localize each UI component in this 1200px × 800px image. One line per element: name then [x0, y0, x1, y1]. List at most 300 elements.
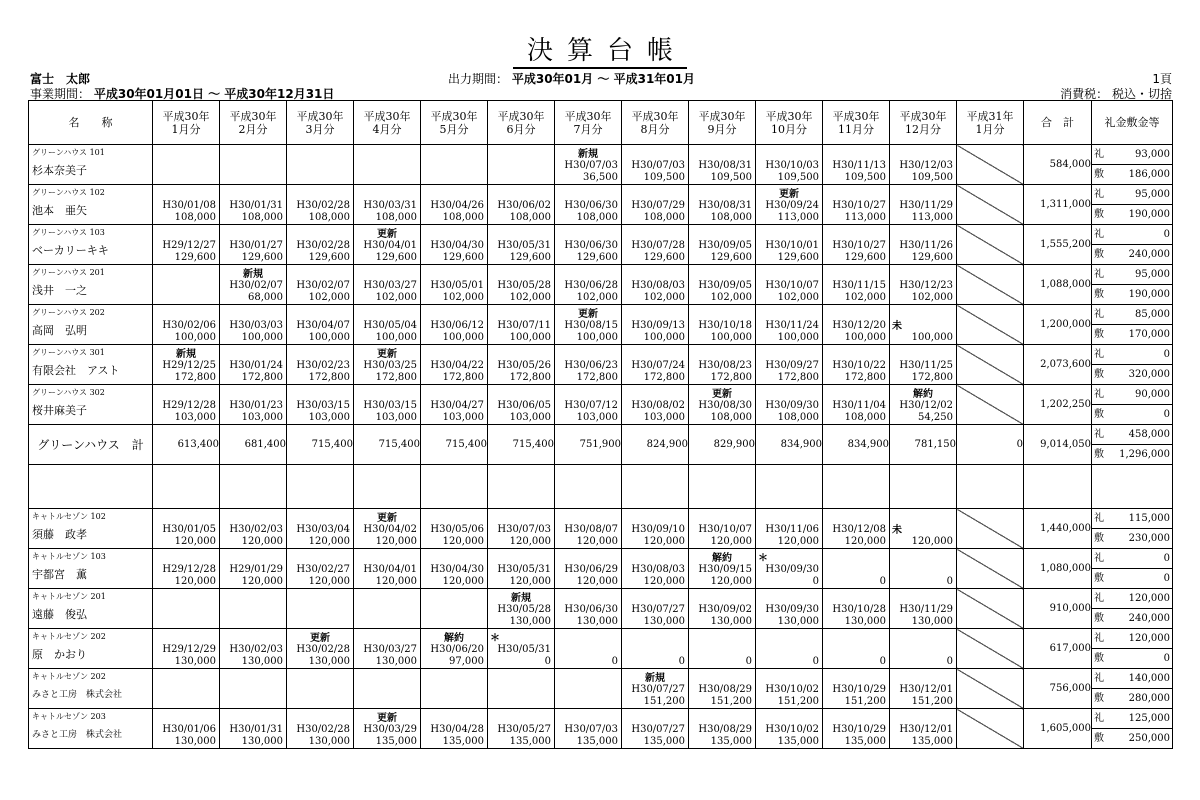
- payment-amount: 100,000: [710, 332, 752, 343]
- table-row: [29, 305, 1173, 345]
- payment-date: H30/10/29: [832, 724, 886, 735]
- payment-date: H30/02/03: [229, 644, 283, 655]
- property-name: グリーンハウス 201: [32, 268, 105, 277]
- payment-amount: 130,000: [308, 736, 350, 747]
- month-cell: [488, 385, 555, 425]
- key-money-value: 458,000: [1128, 429, 1170, 440]
- key-money-label: 礼: [1094, 513, 1104, 524]
- key-money-row: [1092, 425, 1172, 444]
- month-cell: [220, 509, 287, 549]
- security-deposit-label: 敷: [1094, 289, 1104, 300]
- month-cell: [220, 345, 287, 385]
- payment-date: H30/10/18: [698, 320, 752, 331]
- security-deposit-row: [1092, 528, 1172, 548]
- month-cell: [220, 145, 287, 185]
- payment-date: H30/08/29: [698, 684, 752, 695]
- month-cell: [555, 265, 622, 305]
- payment-date: H30/01/23: [229, 400, 283, 411]
- payment-date: H30/06/29: [564, 564, 618, 575]
- tenant-name: 高岡 弘明: [32, 324, 87, 337]
- column-header-year: 平成31年: [966, 109, 1014, 123]
- payment-date: H30/03/03: [229, 320, 283, 331]
- month-cell: [421, 185, 488, 225]
- month-cell: [756, 345, 823, 385]
- empty-slash-cell: [957, 629, 1024, 669]
- payment-amount: 130,000: [844, 616, 886, 627]
- payment-amount: 97,000: [449, 656, 484, 667]
- status-label: 未: [892, 525, 902, 536]
- month-cell: [354, 305, 421, 345]
- payment-amount: 129,600: [643, 252, 685, 263]
- column-header-month-label: 5月分: [439, 122, 469, 136]
- payment-date: H30/09/24: [765, 200, 819, 211]
- payment-date: H30/02/23: [296, 360, 350, 371]
- payment-date: H30/05/27: [497, 724, 551, 735]
- business-period-value: 平成30年01月01日 ～ 平成30年12月31日: [93, 87, 335, 101]
- payment-amount: 151,200: [643, 696, 685, 707]
- payment-amount: 129,600: [509, 252, 551, 263]
- payment-amount: 108,000: [710, 412, 752, 423]
- month-cell: [689, 265, 756, 305]
- payment-date: H30/08/31: [698, 200, 752, 211]
- subtotal-month-value: 834,900: [756, 425, 823, 465]
- empty-slash-cell: [957, 305, 1024, 345]
- payment-date: H30/11/29: [899, 604, 953, 615]
- payment-amount: 172,800: [576, 372, 618, 383]
- payment-amount: 135,000: [643, 736, 685, 747]
- column-header-month-label: 3月分: [305, 122, 335, 136]
- payment-date: H30/09/05: [698, 280, 752, 291]
- month-cell: [622, 305, 689, 345]
- payment-amount: 172,800: [375, 372, 417, 383]
- month-cell: [823, 265, 890, 305]
- payment-date: H30/04/26: [430, 200, 484, 211]
- payment-date: H30/06/28: [564, 280, 618, 291]
- month-cell: [153, 345, 220, 385]
- month-cell: [421, 265, 488, 305]
- subtotal-total: 9,014,050: [1024, 425, 1092, 465]
- payment-amount: 120,000: [710, 536, 752, 547]
- month-cell: [756, 185, 823, 225]
- payment-amount: 120,000: [308, 536, 350, 547]
- payment-amount: 172,800: [777, 372, 819, 383]
- status-label: 解約: [712, 553, 732, 564]
- payment-amount: 172,800: [911, 372, 953, 383]
- column-header-month-label: 8月分: [640, 122, 670, 136]
- month-cell: [153, 669, 220, 709]
- payment-amount: 100,000: [643, 332, 685, 343]
- payment-amount: 108,000: [844, 412, 886, 423]
- month-cell: [153, 549, 220, 589]
- month-cell: [622, 589, 689, 629]
- security-deposit-value: 320,000: [1128, 369, 1170, 380]
- property-tenant-cell: [29, 225, 153, 265]
- column-header-month-label: 12月分: [905, 122, 941, 136]
- payment-date: H30/05/31: [497, 644, 551, 655]
- tenant-name: 原 かおり: [32, 648, 87, 661]
- payment-amount: 103,000: [174, 412, 216, 423]
- empty-slash-cell: [957, 509, 1024, 549]
- month-cell: [421, 345, 488, 385]
- deposit-cell: [1092, 265, 1173, 305]
- month-cell: [354, 385, 421, 425]
- row-total: 910,000: [1024, 589, 1092, 629]
- payment-amount: 120,000: [844, 536, 886, 547]
- table-row: [29, 225, 1173, 265]
- payment-date: H30/10/02: [765, 724, 819, 735]
- payment-date: H30/09/02: [698, 604, 752, 615]
- empty-slash-cell: [957, 265, 1024, 305]
- payment-date: H30/10/01: [765, 240, 819, 251]
- payment-date: H30/02/06: [162, 320, 216, 331]
- payment-amount: 129,600: [576, 252, 618, 263]
- column-header-month: [957, 101, 1024, 145]
- column-header-month-label: 7月分: [573, 122, 603, 136]
- status-label: 更新: [779, 189, 799, 200]
- payment-date: H30/08/31: [698, 160, 752, 171]
- payment-amount: 103,000: [241, 412, 283, 423]
- payment-date: H30/11/06: [765, 524, 819, 535]
- column-header-month-label: 9月分: [707, 122, 737, 136]
- key-money-label: 礼: [1094, 633, 1104, 644]
- property-name: キャトルセゾン 202: [32, 632, 106, 641]
- empty-slash-cell: [957, 385, 1024, 425]
- payment-date: H30/09/30: [765, 564, 819, 575]
- empty-slash-cell: [957, 345, 1024, 385]
- column-header-year: 平成30年: [296, 109, 344, 123]
- month-cell: [287, 629, 354, 669]
- payment-date: H30/11/26: [899, 240, 953, 251]
- column-header-month: [488, 101, 555, 145]
- month-cell: [421, 589, 488, 629]
- payment-amount: 108,000: [308, 212, 350, 223]
- month-cell: [622, 345, 689, 385]
- tax-label: 消費税：: [1060, 87, 1109, 101]
- empty-cell: [287, 465, 354, 509]
- empty-slash-cell: [957, 225, 1024, 265]
- payment-amount: 0: [812, 656, 819, 667]
- security-deposit-label: 敷: [1094, 533, 1104, 544]
- month-cell: [622, 145, 689, 185]
- property-name: グリーンハウス 202: [32, 308, 105, 317]
- column-header-total-label: 合 計: [1041, 116, 1074, 129]
- payment-amount: 113,000: [777, 212, 819, 223]
- property-tenant-cell: [29, 509, 153, 549]
- security-deposit-label: 敷: [1094, 329, 1104, 340]
- row-total: 2,073,600: [1024, 345, 1092, 385]
- month-cell: [421, 509, 488, 549]
- month-cell: [823, 509, 890, 549]
- key-money-label: 礼: [1094, 149, 1104, 160]
- tax-value: 税込・切捨: [1111, 87, 1172, 101]
- column-header-month: [555, 101, 622, 145]
- payment-amount: 100,000: [174, 332, 216, 343]
- month-cell: [890, 145, 957, 185]
- month-cell: [555, 145, 622, 185]
- month-cell: [488, 509, 555, 549]
- column-header-month: [153, 101, 220, 145]
- payment-amount: 108,000: [576, 212, 618, 223]
- month-cell: [622, 385, 689, 425]
- month-cell: [689, 185, 756, 225]
- payment-amount: 120,000: [911, 536, 953, 547]
- column-header-year: 平成30年: [162, 109, 210, 123]
- deposit-cell: [1092, 185, 1173, 225]
- row-total: 756,000: [1024, 669, 1092, 709]
- payment-amount: 120,000: [174, 576, 216, 587]
- table-row: [29, 185, 1173, 225]
- month-cell: [823, 385, 890, 425]
- payment-amount: 130,000: [241, 656, 283, 667]
- property-tenant-cell: [29, 669, 153, 709]
- security-deposit-row: [1092, 648, 1172, 668]
- month-cell: [622, 225, 689, 265]
- month-cell: [354, 509, 421, 549]
- payment-date: H30/08/03: [631, 564, 685, 575]
- key-money-value: 0: [1163, 229, 1170, 240]
- month-cell: [421, 385, 488, 425]
- payment-amount: 135,000: [576, 736, 618, 747]
- payment-amount: 100,000: [844, 332, 886, 343]
- month-cell: [220, 185, 287, 225]
- security-deposit-value: 0: [1163, 573, 1170, 584]
- tenant-name: 池本 亜矢: [32, 204, 87, 217]
- tenant-name: 桜井麻美子: [32, 404, 87, 417]
- payment-amount: 172,800: [844, 372, 886, 383]
- month-cell: [823, 225, 890, 265]
- payment-date: H29/12/29: [162, 644, 216, 655]
- payment-date: H30/05/26: [497, 360, 551, 371]
- key-money-label: 礼: [1094, 713, 1104, 724]
- empty-cell: [622, 465, 689, 509]
- payment-amount: 130,000: [174, 656, 216, 667]
- key-money-row: [1092, 305, 1172, 324]
- deposit-cell: [1092, 589, 1173, 629]
- security-deposit-label: 敷: [1094, 369, 1104, 380]
- security-deposit-label: 敷: [1094, 209, 1104, 220]
- payment-date: H30/08/30: [698, 400, 752, 411]
- header-row: [29, 101, 1173, 145]
- payment-date: H30/06/30: [564, 604, 618, 615]
- column-header-deposit: [1092, 101, 1173, 145]
- key-money-row: [1092, 345, 1172, 364]
- payment-amount: 172,800: [308, 372, 350, 383]
- payment-date: H30/02/28: [296, 200, 350, 211]
- key-money-row: [1092, 709, 1172, 728]
- deposit-cell: [1092, 345, 1173, 385]
- payment-amount: 102,000: [509, 292, 551, 303]
- payment-amount: 109,500: [777, 172, 819, 183]
- payment-amount: 120,000: [375, 536, 417, 547]
- month-cell: [890, 385, 957, 425]
- column-header-month: [220, 101, 287, 145]
- empty-cell: [957, 465, 1024, 509]
- month-cell: [354, 629, 421, 669]
- month-cell: [890, 345, 957, 385]
- payment-amount: 135,000: [710, 736, 752, 747]
- subtotal-month-value: 715,400: [354, 425, 421, 465]
- column-header-month: [689, 101, 756, 145]
- table-row: [29, 549, 1173, 589]
- payment-amount: 102,000: [442, 292, 484, 303]
- month-cell: [287, 709, 354, 749]
- payment-date: H30/12/03: [899, 160, 953, 171]
- month-cell: [287, 305, 354, 345]
- column-header-name: 名 称: [29, 101, 153, 145]
- payment-amount: 108,000: [777, 412, 819, 423]
- key-money-row: [1092, 589, 1172, 608]
- payment-date: H30/03/15: [296, 400, 350, 411]
- month-cell: [756, 509, 823, 549]
- property-tenant-cell: [29, 709, 153, 749]
- payment-amount: 0: [678, 656, 685, 667]
- table-row: [29, 145, 1173, 185]
- payment-amount: 0: [946, 576, 953, 587]
- payment-amount: 151,200: [844, 696, 886, 707]
- column-header-month-label: 10月分: [771, 122, 807, 136]
- property-name: グリーンハウス 302: [32, 388, 105, 397]
- column-header-month-label: 2月分: [238, 122, 268, 136]
- payment-amount: 113,000: [844, 212, 886, 223]
- month-cell: [488, 669, 555, 709]
- tenant-name: ベーカリーキキ: [32, 244, 109, 257]
- payment-date: H30/04/01: [363, 564, 417, 575]
- payment-amount: 129,600: [241, 252, 283, 263]
- month-cell: [287, 145, 354, 185]
- month-cell: [756, 225, 823, 265]
- subtotal-row: [29, 425, 1173, 465]
- payment-date: H30/12/20: [832, 320, 886, 331]
- payment-amount: 120,000: [643, 536, 685, 547]
- payment-amount: 135,000: [844, 736, 886, 747]
- payment-amount: 130,000: [710, 616, 752, 627]
- payment-amount: 151,200: [777, 696, 819, 707]
- month-cell: [555, 709, 622, 749]
- month-cell: [153, 629, 220, 669]
- payment-amount: 102,000: [643, 292, 685, 303]
- payment-date: H30/04/07: [296, 320, 350, 331]
- key-money-label: 礼: [1094, 389, 1104, 400]
- ledger-table: [28, 100, 1173, 749]
- payment-amount: 120,000: [576, 536, 618, 547]
- payment-date: H30/05/01: [430, 280, 484, 291]
- payment-amount: 103,000: [375, 412, 417, 423]
- payment-amount: 120,000: [509, 536, 551, 547]
- payment-amount: 120,000: [442, 536, 484, 547]
- spacer-row: [29, 465, 1173, 509]
- key-money-label: 礼: [1094, 269, 1104, 280]
- row-total: 1,440,000: [1024, 509, 1092, 549]
- payment-amount: 172,800: [509, 372, 551, 383]
- key-money-label: 礼: [1094, 593, 1104, 604]
- payment-amount: 129,600: [710, 252, 752, 263]
- column-header-month: [421, 101, 488, 145]
- payment-amount: 120,000: [777, 536, 819, 547]
- column-header-year: 平成30年: [497, 109, 545, 123]
- payment-date: H30/08/02: [631, 400, 685, 411]
- security-deposit-label: 敷: [1094, 573, 1104, 584]
- payment-amount: 54,250: [918, 412, 953, 423]
- payment-date: H30/05/28: [497, 280, 551, 291]
- status-label: 未: [892, 321, 902, 332]
- month-cell: [823, 305, 890, 345]
- payment-date: H30/07/03: [497, 524, 551, 535]
- payment-date: H30/01/08: [162, 200, 216, 211]
- month-cell: [287, 509, 354, 549]
- payment-date: H30/07/11: [497, 320, 551, 331]
- status-label: ＊: [758, 553, 768, 564]
- table-row: [29, 669, 1173, 709]
- month-cell: [153, 185, 220, 225]
- month-cell: [287, 185, 354, 225]
- payment-amount: 0: [544, 656, 551, 667]
- payment-amount: 151,200: [911, 696, 953, 707]
- empty-cell: [689, 465, 756, 509]
- payment-date: H30/02/07: [296, 280, 350, 291]
- month-cell: [689, 589, 756, 629]
- deposit-cell: [1092, 145, 1173, 185]
- key-money-value: 120,000: [1128, 593, 1170, 604]
- payment-date: H30/05/31: [497, 240, 551, 251]
- payment-amount: 108,000: [509, 212, 551, 223]
- payment-date: H30/08/23: [698, 360, 752, 371]
- month-cell: [622, 265, 689, 305]
- month-cell: [488, 345, 555, 385]
- month-cell: [287, 669, 354, 709]
- payment-amount: 130,000: [308, 656, 350, 667]
- month-cell: [354, 265, 421, 305]
- payment-date: H30/06/23: [564, 360, 618, 371]
- month-cell: [488, 145, 555, 185]
- security-deposit-value: 240,000: [1128, 249, 1170, 260]
- column-header-month: [823, 101, 890, 145]
- month-cell: [756, 629, 823, 669]
- security-deposit-row: [1092, 364, 1172, 384]
- payment-date: H30/09/05: [698, 240, 752, 251]
- month-cell: [555, 305, 622, 345]
- payment-date: H30/11/25: [899, 360, 953, 371]
- payment-date: H29/12/28: [162, 400, 216, 411]
- month-cell: [220, 629, 287, 669]
- key-money-value: 140,000: [1128, 673, 1170, 684]
- payment-date: H30/11/15: [832, 280, 886, 291]
- payment-date: H30/12/02: [899, 400, 953, 411]
- column-header-year: 平成30年: [698, 109, 746, 123]
- payment-amount: 100,000: [442, 332, 484, 343]
- row-total: 1,555,200: [1024, 225, 1092, 265]
- security-deposit-row: [1092, 608, 1172, 628]
- month-cell: [555, 509, 622, 549]
- column-header-deposit-label: 礼金敷金等: [1104, 116, 1160, 129]
- property-name: グリーンハウス 301: [32, 348, 105, 357]
- month-cell: [421, 629, 488, 669]
- payment-amount: 130,000: [576, 616, 618, 627]
- payment-date: H30/07/27: [631, 684, 685, 695]
- key-money-value: 90,000: [1135, 389, 1170, 400]
- tenant-name: 杉本奈美子: [32, 164, 87, 177]
- month-cell: [689, 709, 756, 749]
- payment-amount: 129,600: [777, 252, 819, 263]
- payment-amount: 130,000: [241, 736, 283, 747]
- month-cell: [488, 629, 555, 669]
- column-header-total: [1024, 101, 1092, 145]
- payment-date: H30/10/07: [698, 524, 752, 535]
- table-row: [29, 629, 1173, 669]
- payment-date: H30/09/27: [765, 360, 819, 371]
- empty-slash-cell: [957, 589, 1024, 629]
- month-cell: [555, 185, 622, 225]
- month-cell: [890, 589, 957, 629]
